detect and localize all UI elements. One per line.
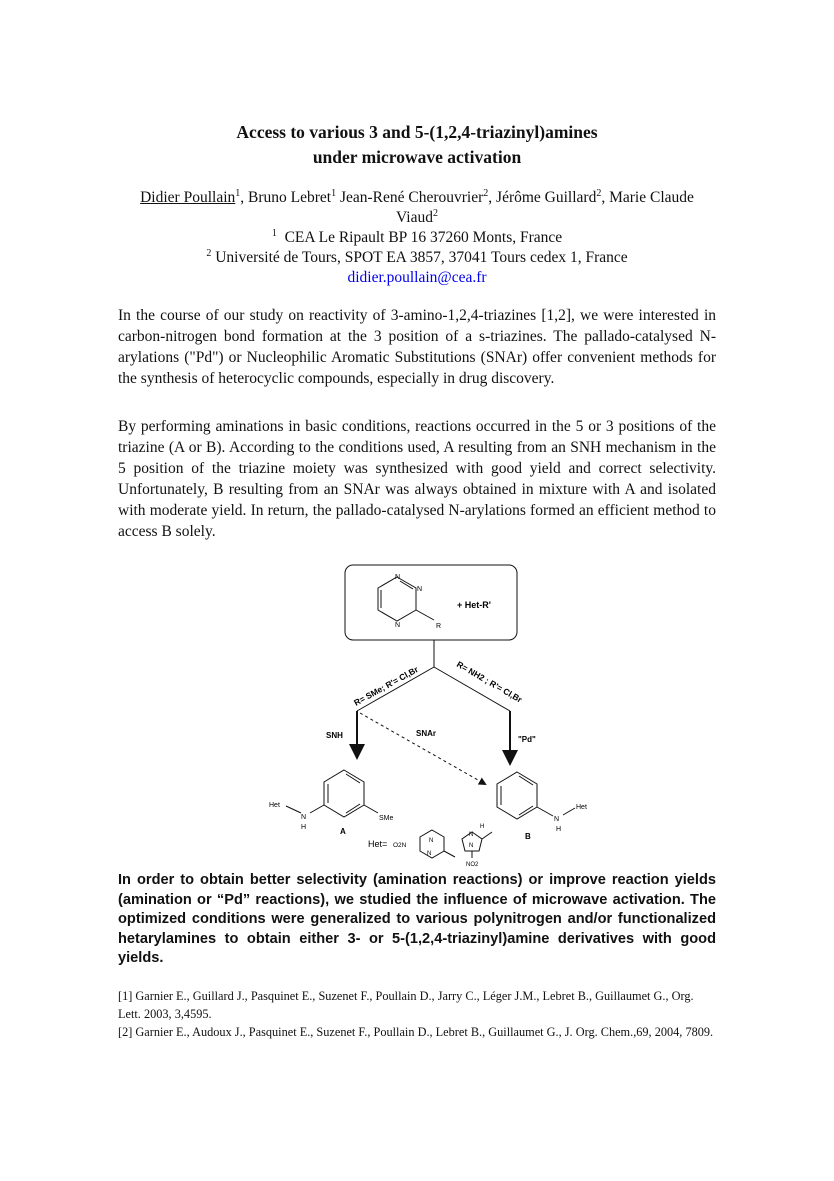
- reagent-label: + Het-R': [457, 600, 491, 610]
- product-b-ring: [497, 772, 575, 819]
- atom-label: H: [480, 824, 485, 830]
- author-sup: 1: [331, 187, 337, 199]
- left-condition-label: R= SMe; R'= Cl,Br: [352, 664, 420, 708]
- atom-label: Het: [576, 804, 587, 811]
- reference-2: [2] Garnier E., Audoux J., Pasquinet E., Suzenet F., Poullain D., Lebret B., Guillaumet G., J. Org. Chem.,69, 2004, 7809.: [118, 1024, 714, 1039]
- author-sup: 2: [596, 187, 602, 199]
- author-list: Didier Poullain$^1$, Bruno Lebret$^1$ Jean-René Cherouvrier$^2$, Jérôme Guillard$^2$, Marie Claude Viaud$^2$: [140, 187, 694, 226]
- author-5: Marie Claude Viaud: [396, 189, 694, 226]
- paragraph-2: By performing aminations in basic conditions, reactions occurred in the 5 or 3 positions of the triazine (A or B). According to the conditions used, A resulting from an SNH mechanism in the 5 position of the triazine moiety was synthesized with good yield and correct selectivity. Unfortunately, B resulting from an SNAr was always obtained in mixture with A and isolated with moderate yield. In return, the pallado-catalysed N-arylations formed an efficient method to access B solely.: [118, 418, 716, 540]
- atom-label: N: [395, 622, 401, 629]
- author-sup: 1: [235, 187, 241, 199]
- right-condition-label: R= NH2 ; R'= Cl,Br: [455, 659, 524, 705]
- email-line: [0, 268, 834, 288]
- affiliation-1: [0, 228, 834, 248]
- affiliation-text: Université de Tours, SPOT EA 3857, 37041 Tours cedex 1, France: [215, 249, 628, 266]
- paragraph-1: In the course of our study on reactivity of 3-amino-1,2,4-triazines [1,2], we were interested in carbon-nitrogen bond formation at the 3 position of a s-triazines. The pallado-catalysed N-arylations ("Pd") or Nucleophilic Aromatic Substitutions (SNAr) offer convenient methods for the synthesis of heterocyclic compounds, especially in drug discovery.: [118, 307, 716, 387]
- atom-label: H: [556, 826, 562, 833]
- reference-1: [1] Garnier E., Guillard J., Pasquinet E., Suzenet F., Poullain D., Jarry C., Léger J.M., Lebret B., Guillaumet G., Org. Lett. 2003, 3,4595.: [118, 988, 694, 1021]
- het-pyrazole-ring: [462, 832, 492, 858]
- email-link[interactable]: didier.poullain@cea.fr: [347, 269, 487, 286]
- affiliation-text: CEA Le Ripault BP 16 37260 Monts, France: [284, 229, 563, 246]
- pd-label: "Pd": [518, 735, 536, 744]
- het-definition-label: Het=: [368, 839, 388, 849]
- product-a-label: A: [340, 827, 346, 836]
- affiliation-sup: 1: [271, 227, 277, 239]
- product-b-label: B: [525, 832, 531, 841]
- affiliation-sup: 2: [206, 247, 212, 259]
- atom-label: NO2: [466, 862, 479, 868]
- atom-label: O2N: [393, 842, 407, 849]
- author-3: Jean-René Cherouvrier: [339, 189, 484, 206]
- snh-label: SNH: [326, 731, 343, 740]
- atom-label: N: [417, 586, 423, 593]
- author-sup: 2: [432, 207, 438, 219]
- author-2: Bruno Lebret: [248, 189, 332, 206]
- atom-label: N: [429, 838, 434, 844]
- atom-label: SMe: [379, 815, 394, 822]
- atom-label: H: [301, 824, 307, 831]
- atom-label: N: [469, 832, 474, 838]
- title-line-1: Access to various 3 and 5-(1,2,4-triazinyl)amines: [236, 122, 598, 142]
- author-1: Didier Poullain: [140, 189, 236, 206]
- atom-label: N: [427, 851, 432, 857]
- atom-label: N: [395, 574, 401, 581]
- atom-label: Het: [269, 802, 280, 809]
- atom-label: N: [301, 814, 307, 821]
- arrow-snar-dashed: [360, 713, 485, 784]
- snar-label: SNAr: [416, 729, 437, 738]
- atom-label: N: [554, 816, 560, 823]
- reactant-box: [345, 565, 517, 640]
- conclusion-paragraph: In order to obtain better selectivity (amination reactions) or improve reaction yields (amination or “Pd” reactions), we studied the influence of microwave activation. The optimized conditions were generalized to various polynitrogen and/or functionalized hetarylamines to obtain either 3- or 5-(1,2,4-triazinyl)amine derivatives with good yields.: [118, 872, 716, 966]
- product-a-ring: [286, 770, 378, 817]
- reaction-scheme: [240, 560, 600, 870]
- author-sup: 2: [483, 187, 489, 199]
- title-line-2: under microwave activation: [312, 147, 522, 167]
- het-pyrimidine-ring: [420, 830, 455, 858]
- triazine-ring: [378, 577, 434, 621]
- affiliation-2: [0, 248, 834, 268]
- author-4: Jérôme Guillard: [496, 189, 597, 206]
- atom-label: R: [436, 623, 442, 630]
- atom-label: N: [469, 843, 474, 849]
